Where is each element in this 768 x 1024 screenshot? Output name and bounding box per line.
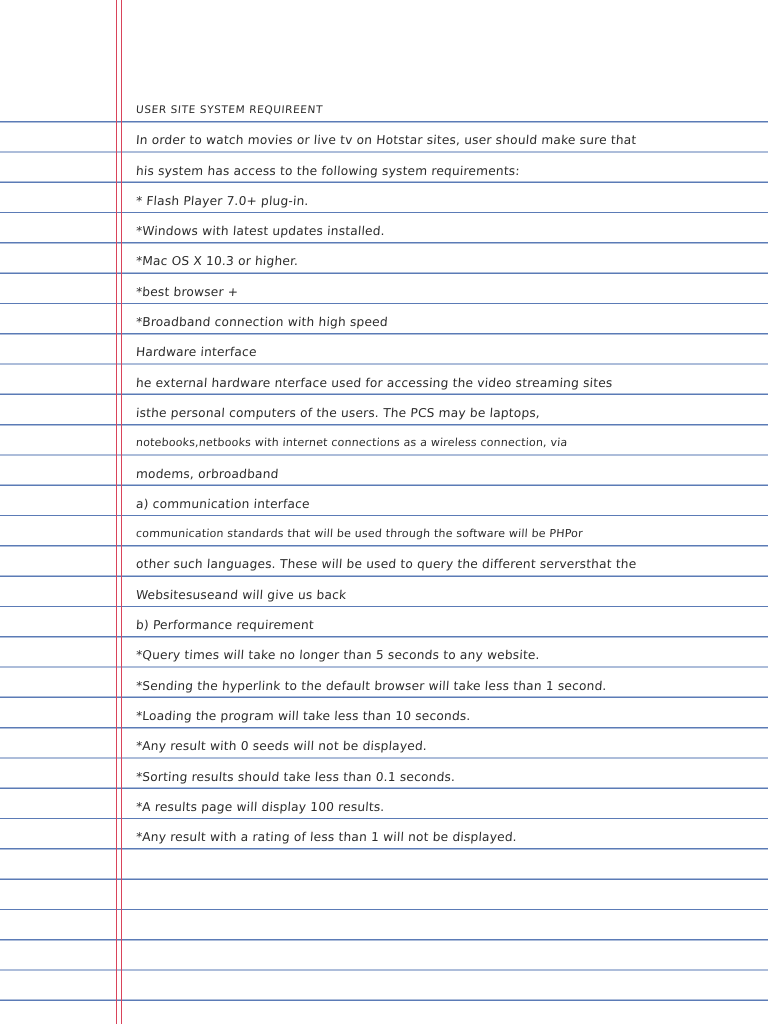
text-line: *Any result with a rating of less than 1 will not be displayed.: [135, 830, 518, 845]
text-line: notebooks,netbooks with internet connections as a wireless connection, via: [135, 436, 568, 450]
handwritten-text: [136, 92, 748, 849]
text-line: other such languages. These will be used to query the different serversthat the: [135, 557, 637, 572]
text-line: *best browser +: [135, 284, 239, 299]
text-line: *Sorting results should take less than 0.1 seconds.: [135, 769, 456, 784]
margin-rule-right: [121, 0, 122, 1024]
text-line: he external hardware nterface used for accessing the video streaming sites: [135, 375, 613, 390]
text-line: *Sending the hyperlink to the default browser will take less than 1 second.: [135, 678, 608, 693]
text-line: *Broadband connection with high speed: [135, 315, 389, 330]
text-line: modems, orbroadband: [135, 466, 280, 481]
text-line: *Windows with latest updates installed.: [135, 224, 386, 239]
text-line: *A results page will display 100 results.: [135, 799, 386, 814]
text-line: communication standards that will be used through the software will be PHPor: [135, 527, 584, 541]
section-heading: a) communication interface: [135, 496, 311, 511]
text-line: *Mac OS X 10.3 or higher.: [135, 254, 299, 269]
text-line: *Any result with 0 seeds will not be displayed.: [135, 739, 428, 754]
section-heading: b) Performance requirement: [135, 618, 315, 633]
section-heading: Hardware interface: [135, 345, 258, 360]
text-line: *Query times will take no longer than 5 seconds to any website.: [135, 648, 541, 663]
text-line: his system has access to the following system requirements:: [135, 163, 521, 178]
document-title: USER SITE SYSTEM REQUIREENT: [135, 104, 324, 116]
text-line: isthe personal computers of the users. The PCS may be laptops,: [135, 405, 541, 420]
text-line: Websitesuseand will give us back: [135, 587, 347, 602]
margin-rule-left: [116, 0, 117, 1024]
text-line: *Loading the program will take less than 10 seconds.: [135, 708, 472, 723]
text-line: * Flash Player 7.0+ plug-in.: [135, 193, 310, 208]
text-line: In order to watch movies or live tv on Hotstar sites, user should make sure that: [135, 133, 637, 148]
